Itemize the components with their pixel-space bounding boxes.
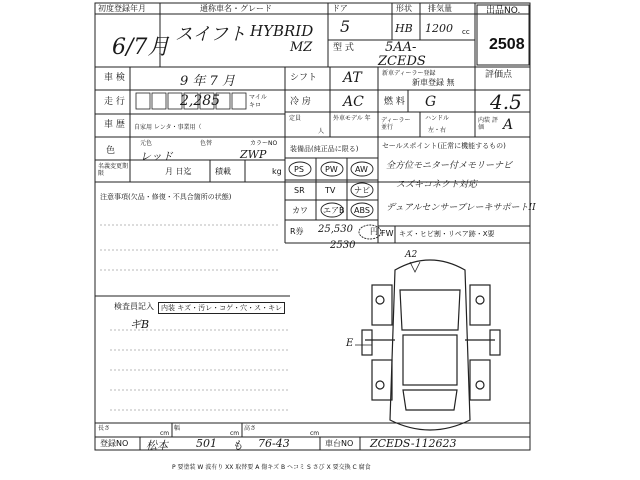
sale-point-2: スズキコネクト対応 <box>396 180 478 190</box>
score-label: 評価点 <box>485 70 513 80</box>
chassis-label: 車台NO <box>325 439 354 448</box>
orig-color-label: 元色 <box>140 140 153 147</box>
inspect-label: 検査員記入 <box>114 302 154 311</box>
handle-label: ハンドル <box>425 115 450 122</box>
lot-label: 出品NO. <box>486 6 521 16</box>
score-value: 4.5 <box>490 90 522 114</box>
car-diagram-drawing <box>362 260 500 430</box>
width-label: 幅 <box>174 425 181 432</box>
cm-unit-2: cm <box>230 430 240 437</box>
equip-pw: PW <box>325 165 338 174</box>
color-code-value: ZWP <box>240 148 267 161</box>
rebate-label: R券 <box>290 227 304 236</box>
inspect-options: 内装 キズ・汚レ・コゲ・穴・ス・キレ <box>158 302 285 314</box>
interior-score-label: 内装 評価 <box>478 117 498 131</box>
grade-sub-value: MZ <box>290 40 313 55</box>
height-label: 高さ <box>244 425 257 432</box>
dealer-parallel-label: ディーラー 並行 <box>381 117 411 131</box>
fuel-value: G <box>425 94 437 110</box>
plate-area: 松本 <box>146 439 168 452</box>
equip-ps: PS <box>294 165 304 174</box>
inspect-note: ギB <box>130 318 150 331</box>
rebate-value: 25,530 <box>318 224 353 235</box>
name-change-label: 名義変更期限 <box>98 163 129 177</box>
plate-class: 501 <box>196 437 217 450</box>
kg-unit: kg <box>272 167 282 176</box>
shaken-value: 9 年 7 月 <box>180 74 235 89</box>
first-reg-value: 6/7月 <box>112 35 170 60</box>
length-label: 長さ <box>98 425 111 432</box>
color-value: レッド <box>140 150 173 163</box>
cc-unit: cc <box>462 28 470 36</box>
reg-no-label: 登録NO <box>100 439 129 448</box>
displacement-value: 1200 <box>425 22 453 35</box>
cm-unit-3: cm <box>310 430 320 437</box>
notes-label: 注意事項(欠品・修復・不具合箇所の状態) <box>100 193 232 201</box>
first-reg-label: 初度登録年月 <box>98 4 146 13</box>
color-no-label: カラーNO <box>250 140 278 147</box>
equip-airbag: エアB <box>323 206 345 215</box>
shift-value: AT <box>343 70 362 86</box>
month-day-label: 月 日迄 <box>165 167 192 176</box>
damage-legend: P 要塗装 W 波有り XX 取替要 A 傷キズ B ヘコミ S さび X 要交換 C 腐食 <box>172 464 371 471</box>
drive-value: 左・右 <box>428 127 447 134</box>
chassis-value: ZCEDS-112623 <box>370 437 457 450</box>
color-change-label: 色替 <box>200 140 213 147</box>
sale-point-1: 全方位モニター付メモリーナビ <box>386 161 513 171</box>
equip-navi: ナビ <box>354 186 370 195</box>
rebate-big: 2530 <box>330 240 356 251</box>
name-grade-label: 通称車名・グレード <box>200 4 272 13</box>
model-label: 型 式 <box>333 43 354 53</box>
doors-value: 5 <box>340 17 351 36</box>
km-unit: キロ <box>249 102 262 109</box>
sale-point-4: デュアルセンサーブレーキサポートII <box>386 203 536 213</box>
cm-unit-1: cm <box>160 430 170 437</box>
model-code2-value: ZCEDS <box>378 54 426 69</box>
displacement-label: 排気量 <box>428 4 452 13</box>
mark-a2: A2 <box>405 250 418 260</box>
new-regist-label: 新車登録 無 <box>412 78 455 87</box>
grade-value: HYBRID <box>250 22 314 40</box>
equip-leather: カワ <box>292 206 308 215</box>
model-code-value: 5AA- <box>385 40 417 55</box>
history-label: 車 歴 <box>104 120 125 130</box>
equip-label: 装備品(純正品に限る) <box>290 145 359 153</box>
mark-e: E <box>346 338 354 349</box>
fw-options: キズ・ヒビ割・リペア跡・X要 <box>399 230 495 238</box>
aircon-value: AC <box>343 94 364 110</box>
mileage-value: 2,285 <box>180 93 221 109</box>
interior-value: A <box>503 117 514 133</box>
yen-unit: 円 <box>370 227 378 236</box>
fuel-label: 燃 料 <box>384 97 405 107</box>
equip-aw: AW <box>355 165 368 174</box>
dealer-label: 新車ディーラー登録 <box>382 70 436 77</box>
shape-label: 形状 <box>396 4 412 13</box>
model-year-label: 外車モデル 年 <box>333 115 371 122</box>
equip-sr: SR <box>294 186 305 195</box>
equip-abs: ABS <box>354 206 370 215</box>
shape-value: HB <box>395 22 413 35</box>
plate-kana: も <box>232 439 243 452</box>
color-label: 色 <box>106 146 116 156</box>
car-name-value: スイフト <box>175 24 247 45</box>
mile-unit: マイル <box>249 94 267 101</box>
history-options: 自家用 レンタ・事業用（ <box>134 124 202 131</box>
aircon-label: 冷 房 <box>290 97 311 107</box>
shift-label: シフト <box>290 73 318 83</box>
plate-number: 76-43 <box>258 437 290 450</box>
shaken-label: 車 検 <box>104 73 125 83</box>
recycle-label: 積載 <box>215 167 231 176</box>
door-label: ドア <box>332 4 348 13</box>
mileage-label: 走 行 <box>104 97 125 107</box>
lot-number: 2508 <box>489 36 525 53</box>
equip-tv: TV <box>325 186 336 195</box>
capacity-label: 定員 <box>289 115 302 122</box>
person-unit: 人 <box>318 128 325 135</box>
fw-label: FW <box>381 229 394 238</box>
sale-points-label: セールスポイント(正常に機能するもの) <box>382 142 506 150</box>
